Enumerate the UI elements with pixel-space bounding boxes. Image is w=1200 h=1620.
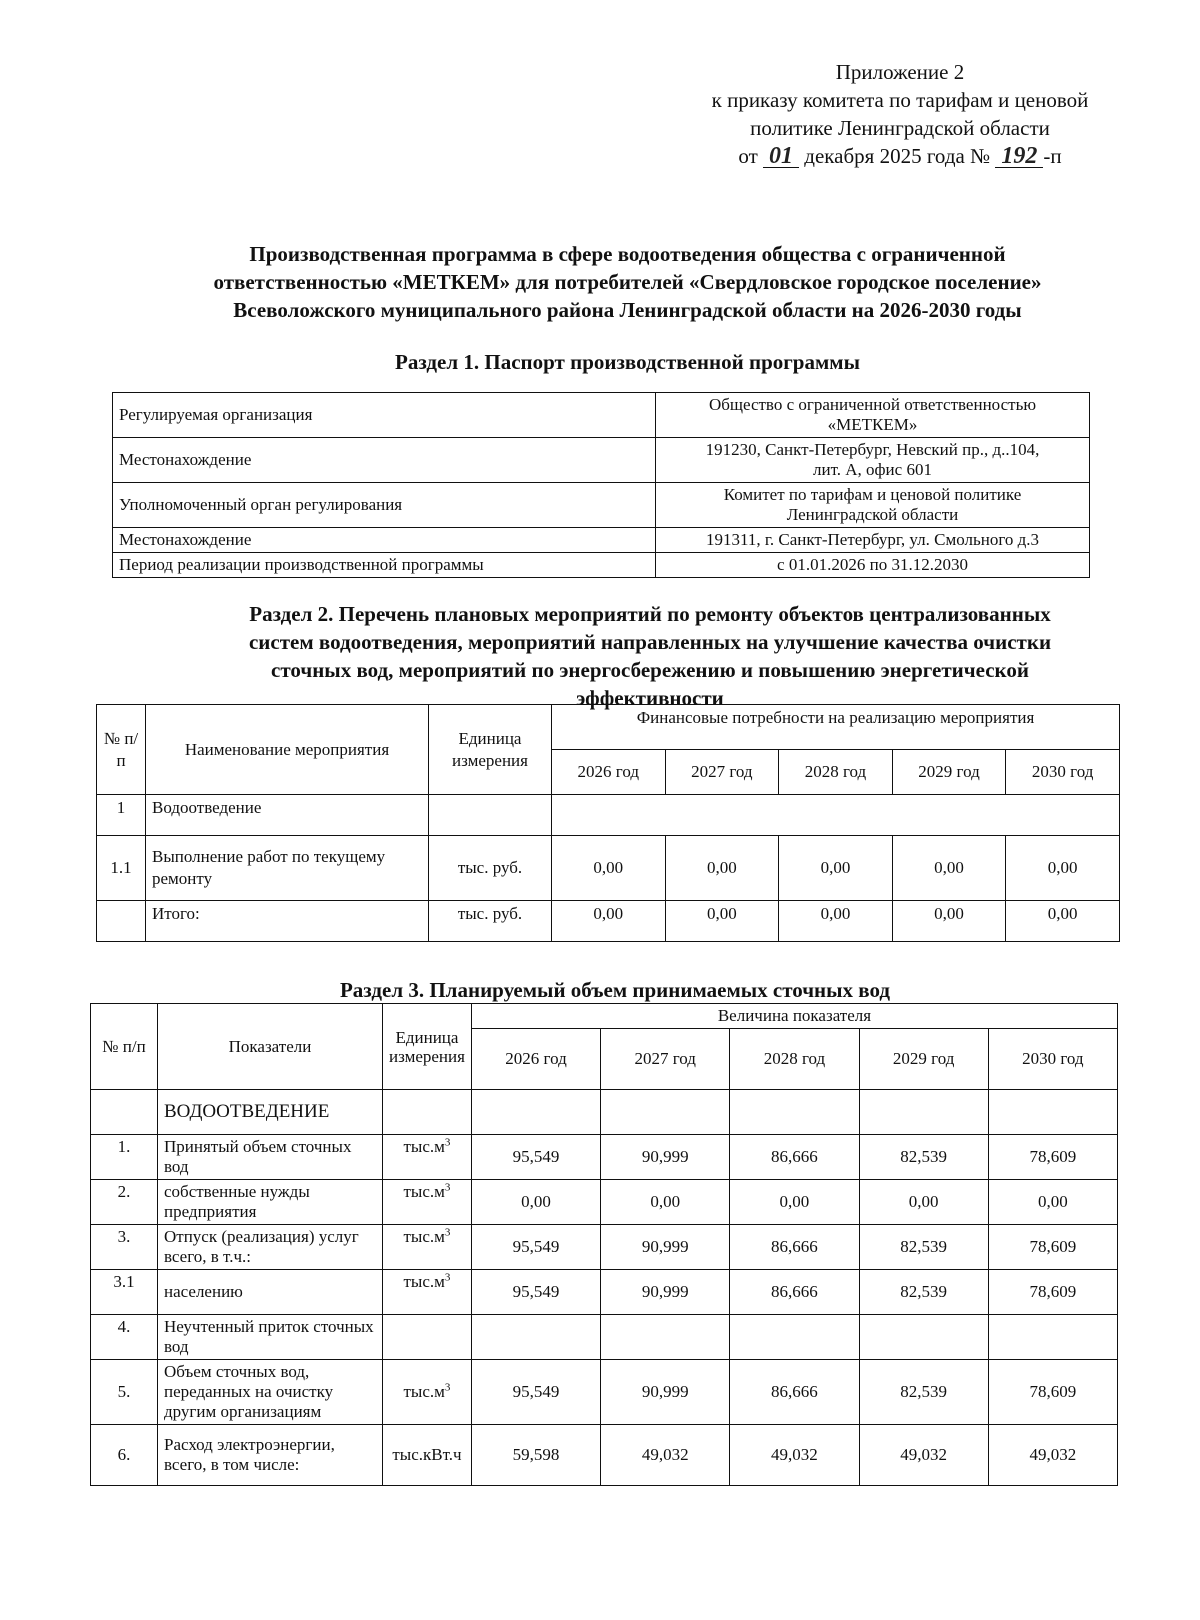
section2-heading bbox=[150, 600, 1150, 712]
row-value: 90,999 bbox=[601, 1135, 730, 1180]
year-header: 2026 год bbox=[471, 1029, 600, 1090]
table-row bbox=[91, 1425, 1118, 1486]
passport-value-line: Общество с ограниченной ответственностью bbox=[708, 395, 1037, 414]
row-num: 1.1 bbox=[97, 836, 146, 901]
row-name: Неучтенный приток сточных вод bbox=[158, 1315, 383, 1360]
col-header-unit: Единица измерения bbox=[383, 1004, 472, 1090]
handwritten-number: 192 bbox=[995, 145, 1043, 168]
col-header-num: № п/п bbox=[91, 1004, 158, 1090]
unit-text: тыс.м bbox=[403, 1137, 445, 1156]
unit-superscript: 3 bbox=[444, 1381, 451, 1394]
row-value: 0,00 bbox=[892, 901, 1006, 942]
table-row bbox=[91, 1225, 1118, 1270]
section2-heading-line: систем водоотведения, мероприятий направленных на улучшение качества очистки bbox=[248, 630, 1052, 654]
date-prefix: от bbox=[738, 144, 758, 168]
row-value: 0,00 bbox=[552, 901, 666, 942]
row-num: 2. bbox=[91, 1180, 158, 1225]
title-line3: Всеволожского муниципального района Ленинградской области на 2026-2030 годы bbox=[233, 298, 1022, 322]
row-value: 78,609 bbox=[988, 1270, 1117, 1315]
row-value: 90,999 bbox=[601, 1270, 730, 1315]
appendix-block bbox=[640, 58, 1160, 170]
col-header-num: № п/п bbox=[97, 705, 146, 795]
section2-heading-line: эффективности bbox=[576, 686, 724, 710]
row-name: Принятый объем сточных вод bbox=[158, 1135, 383, 1180]
row-value: 0,00 bbox=[779, 901, 893, 942]
row-value bbox=[988, 1090, 1117, 1135]
unit-superscript: 3 bbox=[444, 1181, 451, 1194]
row-num bbox=[97, 901, 146, 942]
row-value bbox=[730, 1090, 859, 1135]
row-value bbox=[601, 1090, 730, 1135]
document-title bbox=[110, 240, 1145, 324]
row-value: 49,032 bbox=[601, 1425, 730, 1486]
table-row bbox=[97, 901, 1120, 942]
row-name: Выполнение работ по текущему ремонту bbox=[146, 836, 429, 901]
section3-heading: Раздел 3. Планируемый объем принимаемых сточных вод bbox=[339, 978, 891, 1002]
row-value bbox=[730, 1315, 859, 1360]
table-row bbox=[97, 795, 1120, 836]
row-name: Расход электроэнергии, всего, в том числе: bbox=[158, 1425, 383, 1486]
passport-value: с 01.01.2026 по 31.12.2030 bbox=[656, 553, 1090, 578]
section2-heading-line: Раздел 2. Перечень плановых мероприятий по ремонту объектов централизованных bbox=[249, 602, 1051, 626]
row-value: 78,609 bbox=[988, 1135, 1117, 1180]
row-value: 49,032 bbox=[859, 1425, 988, 1486]
row-value bbox=[988, 1315, 1117, 1360]
row-value: 0,00 bbox=[1006, 901, 1120, 942]
row-unit bbox=[383, 1090, 472, 1135]
table-row bbox=[113, 528, 1090, 553]
year-header: 2026 год bbox=[552, 750, 666, 795]
row-value bbox=[859, 1315, 988, 1360]
table-row bbox=[91, 1090, 1118, 1135]
row-value: 86,666 bbox=[730, 1360, 859, 1425]
passport-value: 191311, г. Санкт-Петербург, ул. Смольного д.3 bbox=[656, 528, 1090, 553]
measures-table bbox=[96, 704, 1120, 942]
col-header-name: Наименование мероприятия bbox=[146, 705, 429, 795]
row-num: 3. bbox=[91, 1225, 158, 1270]
row-unit bbox=[383, 1360, 472, 1425]
unit-text: тыс.м bbox=[403, 1272, 445, 1291]
appendix-line1: Приложение 2 bbox=[835, 60, 965, 84]
row-unit bbox=[383, 1270, 472, 1315]
passport-label: Период реализации производственной программы bbox=[113, 553, 656, 578]
row-value: 0,00 bbox=[665, 836, 779, 901]
table-header-row bbox=[91, 1004, 1118, 1029]
row-value: 90,999 bbox=[601, 1225, 730, 1270]
year-header: 2028 год bbox=[730, 1029, 859, 1090]
year-header: 2028 год bbox=[779, 750, 893, 795]
row-value: 0,00 bbox=[552, 836, 666, 901]
row-value: 95,549 bbox=[471, 1225, 600, 1270]
handwritten-day: 01 bbox=[763, 145, 799, 168]
row-unit bbox=[429, 795, 552, 836]
unit-superscript: 3 bbox=[444, 1136, 451, 1149]
row-value: 78,609 bbox=[988, 1225, 1117, 1270]
row-name: Объем сточных вод, переданных на очистку другим организациям bbox=[158, 1360, 383, 1425]
passport-value-line: лит. А, офис 601 bbox=[813, 460, 932, 479]
row-value: 0,00 bbox=[988, 1180, 1117, 1225]
table-row bbox=[91, 1180, 1118, 1225]
row-value: 49,032 bbox=[730, 1425, 859, 1486]
row-value: 82,539 bbox=[859, 1225, 988, 1270]
row-value bbox=[471, 1315, 600, 1360]
row-value: 95,549 bbox=[471, 1360, 600, 1425]
year-header: 2027 год bbox=[665, 750, 779, 795]
row-num bbox=[91, 1090, 158, 1135]
year-header: 2030 год bbox=[988, 1029, 1117, 1090]
passport-value bbox=[656, 438, 1090, 483]
row-name: населению bbox=[158, 1270, 383, 1315]
row-value: 0,00 bbox=[471, 1180, 600, 1225]
volume-table bbox=[90, 1003, 1118, 1486]
number-suffix: -п bbox=[1043, 144, 1062, 168]
row-unit bbox=[383, 1225, 472, 1270]
row-value: 86,666 bbox=[730, 1225, 859, 1270]
year-header: 2027 год bbox=[601, 1029, 730, 1090]
row-value: 0,00 bbox=[892, 836, 1006, 901]
title-line1: Производственная программа в сфере водоотведения общества с ограниченной bbox=[249, 242, 1006, 266]
row-value: 78,609 bbox=[988, 1360, 1117, 1425]
row-value: 86,666 bbox=[730, 1270, 859, 1315]
row-num: 3.1 bbox=[91, 1270, 158, 1315]
table-header-row bbox=[97, 705, 1120, 750]
title-line2: ответственностью «МЕТКЕМ» для потребителей «Свердловское городское поселение» bbox=[213, 270, 1042, 294]
row-value: 0,00 bbox=[730, 1180, 859, 1225]
table-row bbox=[113, 553, 1090, 578]
passport-value-line: 191230, Санкт-Петербург, Невский пр., д..104, bbox=[705, 440, 1040, 459]
year-header: 2030 год bbox=[1006, 750, 1120, 795]
row-unit: тыс. руб. bbox=[429, 836, 552, 901]
passport-value-line: «МЕТКЕМ» bbox=[827, 415, 918, 434]
row-name: Отпуск (реализация) услуг всего, в т.ч.: bbox=[158, 1225, 383, 1270]
row-value: 82,539 bbox=[859, 1135, 988, 1180]
col-header-finance: Финансовые потребности на реализацию мероприятия bbox=[552, 705, 1120, 750]
row-value: 82,539 bbox=[859, 1360, 988, 1425]
passport-value bbox=[656, 393, 1090, 438]
row-value: 90,999 bbox=[601, 1360, 730, 1425]
row-num: 1. bbox=[91, 1135, 158, 1180]
appendix-line2: к приказу комитета по тарифам и ценовой bbox=[711, 88, 1089, 112]
passport-value-line: Ленинградской области bbox=[786, 505, 959, 524]
table-row bbox=[91, 1135, 1118, 1180]
row-value bbox=[471, 1090, 600, 1135]
row-num: 4. bbox=[91, 1315, 158, 1360]
unit-superscript: 3 bbox=[444, 1271, 451, 1284]
passport-label: Местонахождение bbox=[113, 438, 656, 483]
passport-value bbox=[656, 483, 1090, 528]
row-unit bbox=[383, 1180, 472, 1225]
row-name: Водоотведение bbox=[146, 795, 429, 836]
row-value: 0,00 bbox=[779, 836, 893, 901]
row-unit: тыс.кВт.ч bbox=[383, 1425, 472, 1486]
section1-heading: Раздел 1. Паспорт производственной программы bbox=[395, 350, 860, 374]
section2-heading-line: сточных вод, мероприятий по энергосбережению и повышению энергетической bbox=[271, 658, 1029, 682]
row-num: 6. bbox=[91, 1425, 158, 1486]
table-row bbox=[113, 483, 1090, 528]
row-value: 0,00 bbox=[601, 1180, 730, 1225]
year-header: 2029 год bbox=[892, 750, 1006, 795]
row-value: 49,032 bbox=[988, 1425, 1117, 1486]
row-num: 1 bbox=[97, 795, 146, 836]
table-row bbox=[91, 1360, 1118, 1425]
unit-superscript: 3 bbox=[444, 1226, 451, 1239]
row-unit bbox=[383, 1315, 472, 1360]
unit-text: тыс.м bbox=[403, 1382, 445, 1401]
row-value: 0,00 bbox=[1006, 836, 1120, 901]
date-text: декабря 2025 года № bbox=[804, 144, 991, 168]
row-value: 0,00 bbox=[859, 1180, 988, 1225]
table-row bbox=[97, 836, 1120, 901]
col-header-name: Показатели bbox=[158, 1004, 383, 1090]
passport-value-line: Комитет по тарифам и ценовой политике bbox=[723, 485, 1022, 504]
group-label: ВОДООТВЕДЕНИЕ bbox=[158, 1090, 383, 1135]
unit-text: тыс.м bbox=[403, 1227, 445, 1246]
year-header: 2029 год bbox=[859, 1029, 988, 1090]
row-value: 95,549 bbox=[471, 1135, 600, 1180]
passport-label: Уполномоченный орган регулирования bbox=[113, 483, 656, 528]
row-name: собственные нужды предприятия bbox=[158, 1180, 383, 1225]
table-row bbox=[91, 1270, 1118, 1315]
row-empty bbox=[552, 795, 1120, 836]
row-value bbox=[601, 1315, 730, 1360]
col-header-value: Величина показателя bbox=[471, 1004, 1117, 1029]
row-value: 59,598 bbox=[471, 1425, 600, 1486]
appendix-date-line bbox=[640, 142, 1160, 170]
row-unit: тыс. руб. bbox=[429, 901, 552, 942]
unit-text: тыс.м bbox=[403, 1182, 445, 1201]
passport-label: Местонахождение bbox=[113, 528, 656, 553]
table-row bbox=[113, 393, 1090, 438]
row-value: 82,539 bbox=[859, 1270, 988, 1315]
row-value: 0,00 bbox=[665, 901, 779, 942]
row-name: Итого: bbox=[146, 901, 429, 942]
row-value: 86,666 bbox=[730, 1135, 859, 1180]
row-value bbox=[859, 1090, 988, 1135]
col-header-unit: Единица измерения bbox=[429, 705, 552, 795]
appendix-line3: политике Ленинградской области bbox=[750, 116, 1050, 140]
table-row bbox=[113, 438, 1090, 483]
row-unit bbox=[383, 1135, 472, 1180]
row-value: 95,549 bbox=[471, 1270, 600, 1315]
table-row bbox=[91, 1315, 1118, 1360]
passport-table bbox=[112, 392, 1090, 578]
passport-label: Регулируемая организация bbox=[113, 393, 656, 438]
row-num: 5. bbox=[91, 1360, 158, 1425]
